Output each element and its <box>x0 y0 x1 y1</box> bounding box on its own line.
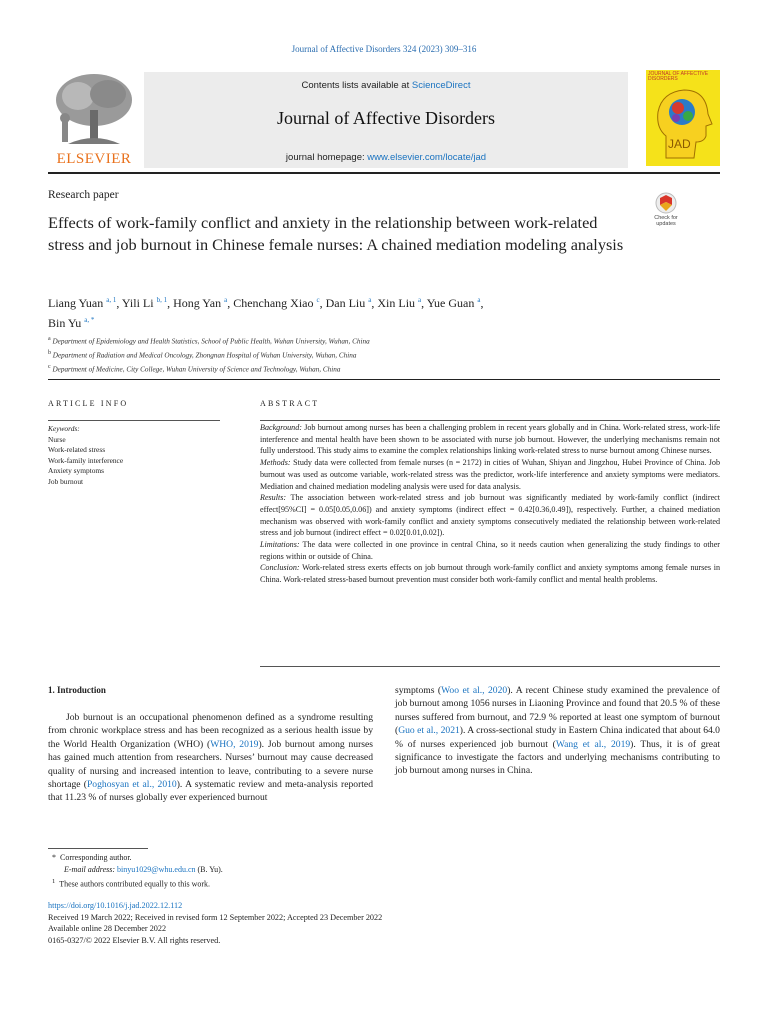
copyright: 0165-0327/© 2022 Elsevier B.V. All rights reserved. <box>48 935 221 945</box>
body-column-right <box>395 684 720 778</box>
body-text: ). Thus, it is of great significance to investigate the factors and underlying mechanisms contributing to job burnout among nurses in China. <box>395 738 720 777</box>
contents-line <box>144 80 628 91</box>
keywords-block <box>48 424 220 487</box>
footnotes <box>48 852 548 891</box>
body-text: ). A recent Chinese study examined the prevalence of job burnout among 1056 nurses in Liaoning Province and found that 20.5 % of these nurses suffered from burnout, and 72.9 % reported at least one symptom of burnout ( <box>395 685 720 737</box>
footnote-text: These authors contributed equally to this work. <box>59 879 211 889</box>
author[interactable] <box>48 296 116 310</box>
publication-info <box>48 900 548 946</box>
keywords-label: Keywords: <box>48 424 80 433</box>
affiliation-list <box>48 334 668 376</box>
footnote-mark: 1 <box>52 878 56 885</box>
article-info-heading: ARTICLE INFO <box>48 399 129 408</box>
body-column-left <box>48 711 373 805</box>
affiliation <box>48 362 668 376</box>
author-affil-mark[interactable]: b, 1 <box>156 296 168 304</box>
author-affil-mark[interactable]: a <box>477 296 481 304</box>
corresponding-footnote <box>48 852 548 864</box>
abstract-background <box>260 422 720 457</box>
author-name: Liang Yuan <box>48 296 104 310</box>
intro-paragraph-cont <box>395 684 720 778</box>
author[interactable] <box>173 296 227 310</box>
header-rule <box>48 172 720 174</box>
footnote-rule <box>48 848 148 849</box>
affil-mark: a <box>48 336 51 342</box>
cover-jad-mark: JAD <box>668 137 691 151</box>
journal-cover-thumbnail[interactable] <box>646 70 720 166</box>
cover-title: JOURNAL OF AFFECTIVE DISORDERS <box>648 71 709 83</box>
reference-link[interactable]: Guo et al., 2021 <box>398 725 460 737</box>
doi-link[interactable]: https://doi.org/10.1016/j.jad.2022.12.112 <box>48 901 183 910</box>
body-text: ). A cross-sectional study in Eastern China indicated that about 64.0 % of nurses experienced job burnout ( <box>395 725 720 750</box>
journal-header <box>48 70 628 170</box>
reference-link[interactable]: WHO, 2019 <box>210 738 259 750</box>
affil-mark: b <box>48 349 51 356</box>
keyword: Work-family interference <box>48 455 124 465</box>
author-affil-mark[interactable]: a, * <box>84 316 95 324</box>
author-name: Yue Guan <box>426 296 475 310</box>
reference-link[interactable]: Poghosyan et al., 2010 <box>86 779 177 791</box>
keyword: Work-related stress <box>48 445 106 454</box>
publisher-wordmark: ELSEVIER <box>56 151 132 167</box>
affil-text: Department of Epidemiology and Health Statistics, School of Public Health, Wuhan University, Wuhan, China <box>52 337 370 346</box>
body-text: ). Job burnout among nurses has gained much attention from researchers. Nurses’ burnout may cause decreased quality of nursing and increased intention to leave, contributing to a severe nurse shortage ( <box>48 738 373 791</box>
abstract-limitations <box>260 539 720 562</box>
cover-head-graphic-icon <box>646 70 720 166</box>
abstract-heading: ABSTRACT <box>260 399 320 408</box>
author[interactable] <box>326 296 372 310</box>
abstract-label: Methods: <box>260 458 291 468</box>
section-rule <box>48 379 720 380</box>
abstract-label: Limitations: <box>260 540 300 550</box>
author-email-link[interactable]: binyu1029@whu.edu.cn <box>117 865 196 874</box>
email-footnote <box>48 864 548 876</box>
author-affil-mark[interactable]: a <box>418 296 422 304</box>
abstract-methods <box>260 457 720 492</box>
abstract-rule <box>260 420 720 421</box>
author[interactable] <box>233 296 319 310</box>
abstract-body <box>260 422 720 586</box>
equal-contribution-footnote <box>48 876 548 891</box>
author-name: Xin Liu <box>377 296 416 310</box>
journal-citation[interactable]: Journal of Affective Disorders 324 (2023) 309–316 <box>291 44 477 54</box>
keyword: Job burnout <box>48 476 84 486</box>
author-affil-mark[interactable]: a <box>224 296 228 304</box>
author-affil-mark[interactable]: c <box>316 296 320 304</box>
author[interactable] <box>122 296 167 310</box>
author[interactable] <box>48 316 94 330</box>
body-text: Job burnout is an occupational phenomenon defined as a syndrome resulting from chronic workplace stress and has been recognized as a serious health issue by the World Health Organization (WHO) ( <box>48 712 373 750</box>
footnote-text: Corresponding author. <box>60 853 132 862</box>
author-name: Yili Li <box>121 296 154 310</box>
intro-paragraph <box>48 711 373 805</box>
sciencedirect-link[interactable]: ScienceDirect <box>411 80 471 91</box>
abstract-conclusion <box>260 562 720 585</box>
affil-mark: c <box>48 363 51 370</box>
crossmark-icon <box>646 192 686 214</box>
author-name: Bin Yu <box>48 316 82 330</box>
reference-link[interactable]: Woo et al., 2020 <box>441 685 508 696</box>
check-for-updates-badge[interactable] <box>646 192 686 232</box>
received-dates: Received 19 March 2022; Received in revised form 12 September 2022; Accepted 23 December 2022 <box>48 912 383 922</box>
author-list: Liang Yuan $^{a, 1}$, Yili Li $^{b, 1}$, Hong Yan $^a$, Chenchang Xiao $^c$, Dan Liu $^a$, Xin Liu $^a$, Yue Guan $^a$, Bin Yu $^{a, *}$ <box>48 296 484 330</box>
abstract-text: The data were collected in one province in central China, so it needs caution when generalizing the study findings to other regions within or outside of China. <box>260 540 720 561</box>
abstract-label: Conclusion: <box>260 563 300 573</box>
author-affil-mark[interactable]: a, 1 <box>106 296 117 304</box>
article-type: Research paper <box>48 189 119 201</box>
reference-link[interactable]: Wang et al., 2019 <box>555 738 631 750</box>
abstract-label: Results: <box>260 493 287 503</box>
abstract-bottom-rule <box>260 666 720 667</box>
affil-text: Department of Radiation and Medical Oncology, Zhongnan Hospital of Wuhan University, Wuhan, China <box>52 351 357 360</box>
affiliation <box>48 348 668 362</box>
homepage-prefix: journal homepage: <box>285 152 368 163</box>
crossmark-label: Check for updates <box>654 215 678 228</box>
affiliation <box>48 334 668 348</box>
contents-prefix: Contents lists available at <box>301 80 412 91</box>
article-info-rule <box>48 420 220 421</box>
author-name: Hong Yan <box>173 296 222 310</box>
abstract-text: The association between work-related stress and job burnout was significantly mediated by work-family conflict (indirect effect[95%CI] = 0.05[0.05,0.06]) and anxiety symptoms (indirect effect = 0.42[0.36,0.49]), respectively. Further, a chained mediation mechanism was observed with work-family conflict and anxiety symptoms consecutively mediated the relationship between work-related stress and job burnout (indirect effect = 0.02[0.01,0.02]). <box>260 493 720 538</box>
body-text: ). A systematic review and meta-analysis reported that 11.23 % of nurses globally ever experienced burnout <box>48 779 373 804</box>
body-text: symptoms ( <box>395 685 442 696</box>
author-name: Chenchang Xiao <box>233 296 314 310</box>
journal-banner <box>144 72 628 168</box>
abstract-label: Background: <box>260 423 302 432</box>
abstract-results <box>260 492 720 539</box>
journal-homepage-link[interactable]: www.elsevier.com/locate/jad <box>367 152 487 163</box>
keyword: Nurse <box>48 434 66 444</box>
affil-text: Department of Medicine, City College, Wuhan University of Science and Technology, Wuhan, China <box>52 365 341 374</box>
author[interactable] <box>377 296 421 310</box>
available-online: Available online 28 December 2022 <box>48 924 167 934</box>
footnote-mark: * <box>52 853 56 862</box>
abstract-text: Work-related stress exerts effects on job burnout through work-family conflict and anxiety symptoms among female nurses in China. Work-related stress-based burnout prevention must consider both work-family conflict and mental health problems. <box>260 563 720 585</box>
elsevier-tree-icon <box>48 70 140 150</box>
abstract-text: Study data were collected from female nurses (n = 2172) in cities of Wuhan, Shiyan and Jingzhou, Hubei Province of China. Job burnout was used as outcome variable, work-related stress was the predictor, work-life interference and anxiety symptoms were mediators. Mediation and chained mediation modeling analysis were used for data analysis. <box>260 458 720 491</box>
intro-heading: 1. Introduction <box>48 685 106 695</box>
article-title: Effects of work-family conflict and anxiety in the relationship between work-related stress and job burnout in Chinese female nurses: A chained mediation modeling analysis <box>48 213 624 254</box>
author-affil-mark[interactable]: a <box>368 296 372 304</box>
journal-name[interactable]: Journal of Affective Disorders <box>276 108 496 128</box>
elsevier-logo[interactable] <box>48 70 140 170</box>
author[interactable] <box>427 296 481 310</box>
email-label: E-mail address: <box>64 865 116 874</box>
keyword: Anxiety symptoms <box>48 466 105 475</box>
homepage-line <box>144 152 628 163</box>
author-name: Dan Liu <box>325 296 366 310</box>
abstract-text: Job burnout among nurses has been a challenging problem in recent years globally and in China. Work-related stress, work-life interference and mental health have been shown to be associated with nurse job burnout. However, the underlying mechanisms remain not fully understood. This study aims to examine the complex relationships linking work-related stress to nurse burnout among Chinese nurses. <box>260 423 720 456</box>
email-suffix: (B. Yu). <box>195 865 223 874</box>
